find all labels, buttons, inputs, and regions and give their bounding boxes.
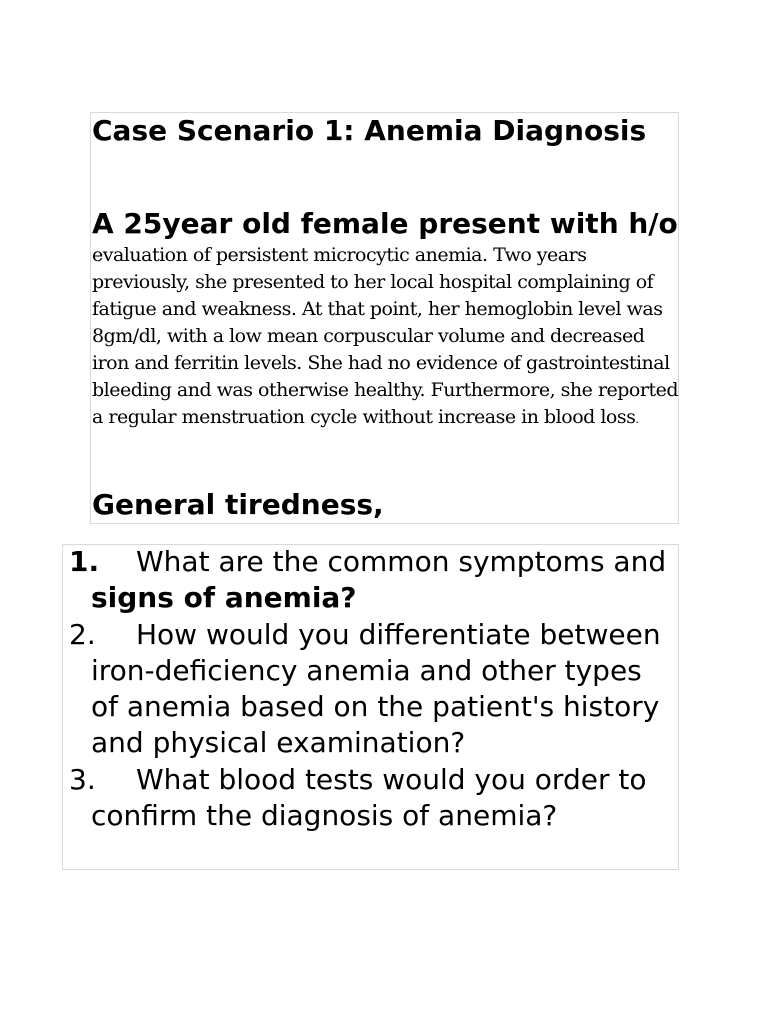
question-text: How would you differentiate between iron-deficiency anemia and other types of anemia based on the patient's history and physical examination? bbox=[91, 617, 661, 760]
question-emphasis: signs of anemia? bbox=[91, 581, 357, 615]
case-description bbox=[92, 205, 678, 431]
question-number: 2. bbox=[69, 617, 96, 651]
answer-start: General tiredness, bbox=[92, 488, 384, 521]
question-number: 3. bbox=[69, 762, 96, 796]
questions-box bbox=[62, 544, 679, 870]
case-lead: A 25year old female present with h/o bbox=[92, 207, 678, 240]
question-text: What are the common symptoms and bbox=[136, 545, 667, 578]
case-title: Case Scenario 1: Anemia Diagnosis bbox=[92, 114, 647, 147]
case-narrative: evaluation of persistent microcytic anemia. Two years previously, she presented to her local hospital complaining of fatigue and weakness. At that point, her hemoglobin level was 8gm/dl, with a low mean corpuscular volume and decreased iron and ferritin levels. She had no evidence of gastrointestinal bleeding and was otherwise healthy. Furthermore, she reported a regular menstruation cycle without increase in blood loss bbox=[92, 244, 678, 428]
question-text: What blood tests would you order to confirm the diagnosis of anemia? bbox=[91, 762, 647, 833]
question-item bbox=[69, 544, 669, 617]
question-item bbox=[69, 617, 669, 762]
case-narrative-end: . bbox=[635, 413, 639, 426]
question-number: 1. bbox=[69, 545, 100, 578]
question-item bbox=[69, 762, 669, 835]
case-scenario-box bbox=[90, 112, 679, 524]
question-list bbox=[69, 544, 669, 834]
